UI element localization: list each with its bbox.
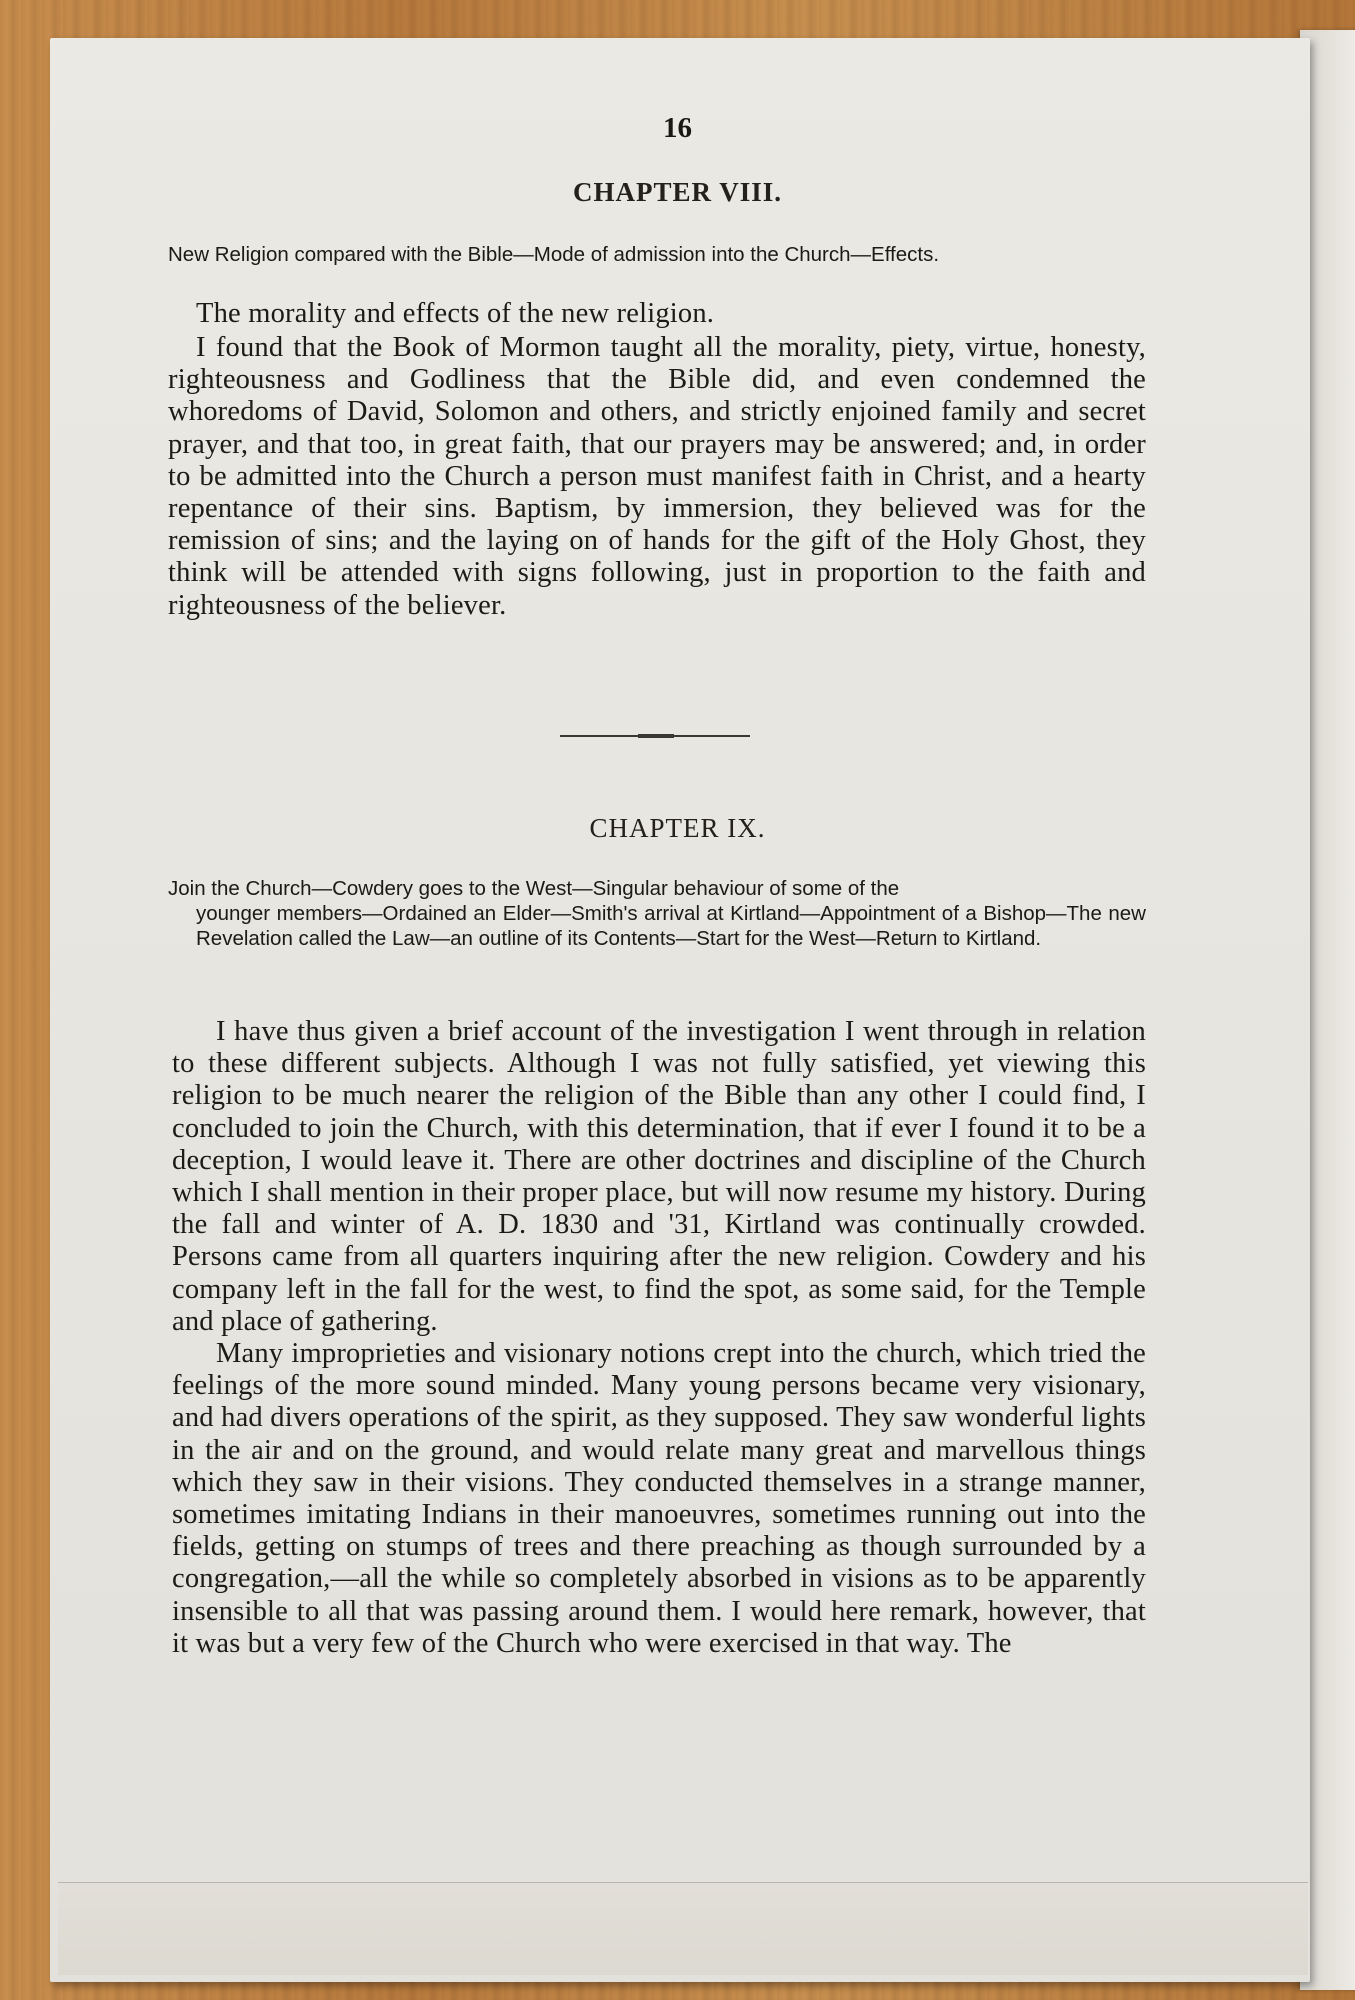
chapter-8-heading: CHAPTER VIII. [572, 177, 783, 207]
chapter-8-paragraph: I found that the Book of Mormon taught all the morality, piety, virtue, honesty, righteousness and Godliness that the Bible did, and even condemned the whoredoms of David, Solomon and others, and strictly enjoined family and secret prayer, and that too, in great faith, that our prayers may be answered; and, in order to be admitted into the Church a person must manifest faith in Christ, and a hearty repentance of their sins. Baptism, by immersion, they believed was for the remission of sins; and the laying on of hands for the gift of the Holy Ghost, they think will be attended with signs following, just in proportion to the faith and righteousness of the believer. [168, 332, 1146, 621]
section-divider-rule [560, 735, 750, 737]
page-bottom-edge [58, 1882, 1308, 1975]
chapter-9-summary-continuation: younger members—Ordained an Elder—Smith's arrival at Kirtland—Appointment of a Bishop—The new Revelation called the Law—an outline of its Contents—Start for the West—Return to Kirtland. [196, 902, 1146, 950]
chapter-8-lead-text: The morality and effects of the new religion. [196, 298, 715, 329]
page-number: 16 [663, 112, 692, 144]
chapter-9-paragraph-2: Many improprieties and visionary notions crept into the church, which tried the feelings of the more sound minded. Many young persons became very visionary, and had divers operations of the spirit, as they supposed. They saw wonderful lights in the air and on the ground, and would relate many great and marvellous things which they saw in their visions. They conducted themselves in a strange manner, sometimes imitating Indians in their manoeuvres, sometimes running out into the fields, getting on stumps of trees and there preaching as though surrounded by a congregation,—all the while so completely absorbed in visions as to be apparently insensible to all that was passing around them. I would here remark, however, that it was but a very few of the Church who were exercised in that way. The [172, 1338, 1146, 1659]
chapter-8-summary: New Religion compared with the Bible—Mode of admission into the Church—Effects. [168, 243, 940, 266]
chapter-9-summary [168, 876, 1146, 951]
chapter-8-body [168, 332, 1146, 622]
chapter-9-heading: CHAPTER IX. [589, 813, 766, 843]
chapter-8-lead [168, 298, 1146, 330]
chapter-9-summary-first-line: Join the Church—Cowdery goes to the West—Singular behaviour of some of the [168, 877, 900, 900]
chapter-9-paragraph-1: I have thus given a brief account of the investigation I went through in relation to these different subjects. Although I was not fully satisfied, yet viewing this religion to be much nearer the religion of the Bible than any other I could find, I concluded to join the Church, with this determination, that if ever I found it to be a deception, I would leave it. There are other doctrines and discipline of the Church which I shall mention in their proper place, but will now resume my history. During the fall and winter of A. D. 1830 and '31, Kirtland was continually crowded. Persons came from all quarters inquiring after the new religion. Cowdery and his company left in the fall for the west, to find the spot, as some said, for the Temple and place of gathering. [172, 1016, 1146, 1337]
chapter-9-body [172, 1016, 1146, 1660]
